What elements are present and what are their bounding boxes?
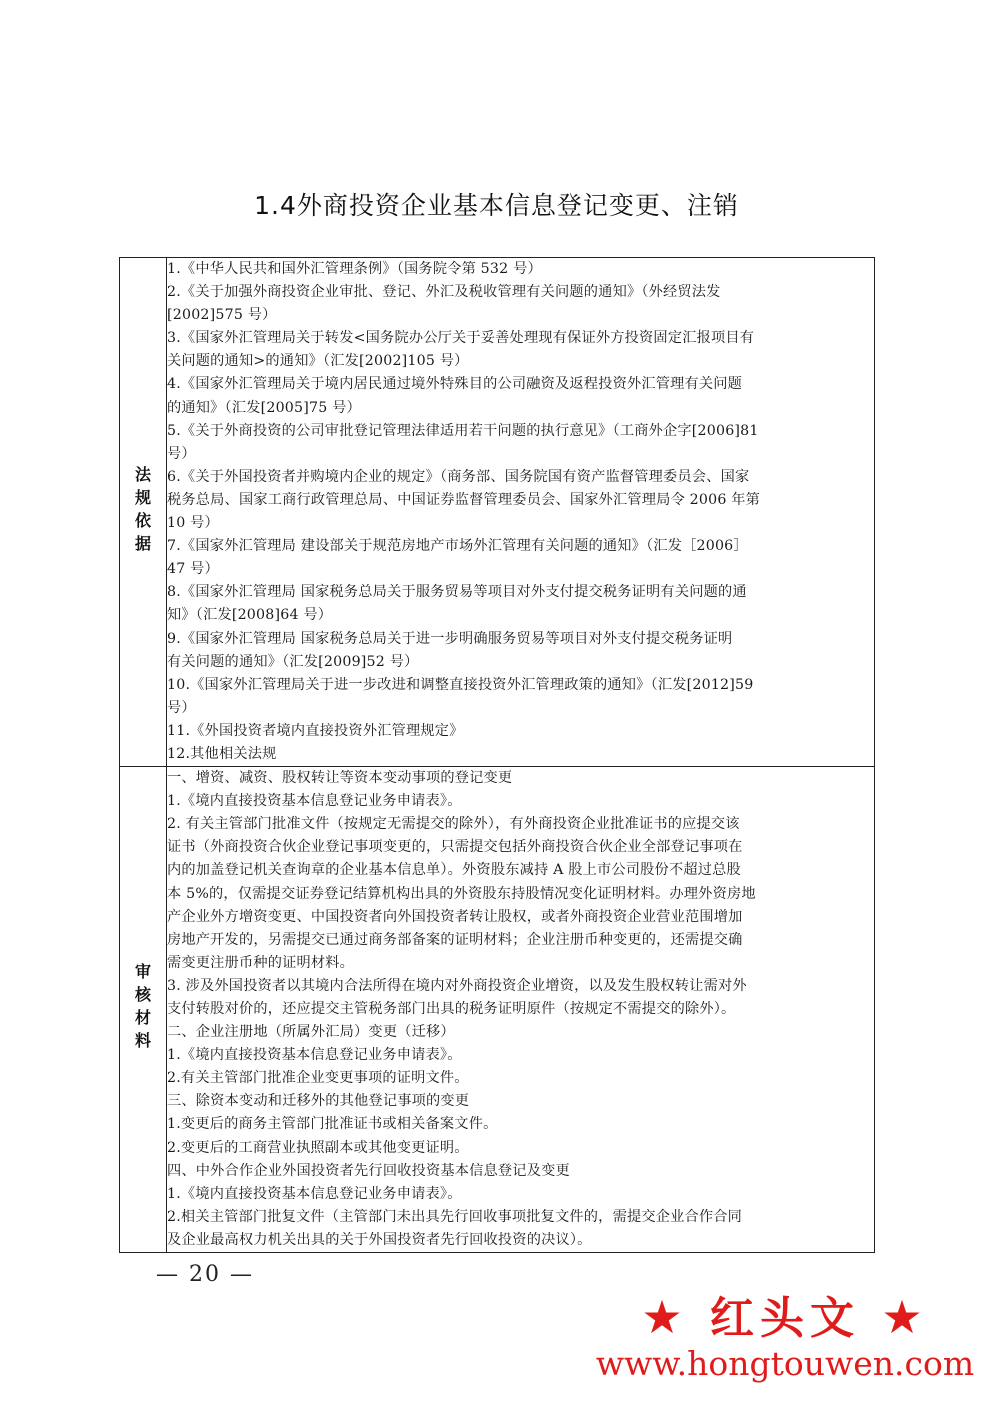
section-label-review-materials: 审 核 材 料 [134,962,151,1051]
section-content-review-materials [167,767,875,1253]
section-label-legal-basis: 法 规 依 据 [134,465,151,553]
section-label-cell [120,258,167,767]
star-icon: ★ [641,1290,689,1344]
text-line: 1.《境内直接投资基本信息登记业务申请表》。 [167,1185,462,1202]
section-row-review-materials [120,767,875,1253]
text-line: 2.有关主管部门批准企业变更事项的证明文件。 [167,1070,469,1087]
text-line: 需变更注册币种的证明材料。 [167,954,355,971]
text-line: 二、企业注册地（所属外汇局）变更（迁移） [167,1024,455,1041]
text-line: 11.《外国投资者境内直接投资外汇管理规定》 [167,722,464,739]
text-line: 税务总局、国家工商行政管理总局、中国证券监督管理委员会、国家外汇管理局令 2006 年第 [167,491,761,508]
text-line: 1.变更后的商务主管部门批准证书或相关备案文件。 [167,1116,498,1133]
text-line: 关问题的通知>的通知》（汇发[2002]105 号） [167,353,469,370]
text-line: 2.《关于加强外商投资企业审批、登记、外汇及税收管理有关问题的通知》（外经贸法发 [167,284,721,301]
text-line: 证书（外商投资合伙企业登记事项变更的，只需提交包括外商投资合伙企业全部登记事项在 [167,839,743,856]
text-line: 产企业外方增资变更、中国投资者向外国投资者转让股权，或者外商投资企业营业范围增加 [167,908,743,925]
text-line: 8.《国家外汇管理局 国家税务总局关于服务贸易等项目对外支付提交税务证明有关问题的通 [167,584,747,601]
text-line: 四、中外合作企业外国投资者先行回收投资基本信息登记及变更 [167,1162,570,1179]
text-line: 三、除资本变动和迁移外的其他登记事项的变更 [167,1093,470,1110]
text-line: 支付转股对价的，还应提交主管税务部门出具的税务证明原件（按规定不需提交的除外）。 [167,1001,736,1017]
text-line: 9.《国家外汇管理局 国家税务总局关于进一步明确服务贸易等项目对外支付提交税务证明 [167,630,733,647]
text-line: 47 号） [167,561,219,578]
text-line: 3. 涉及外国投资者以其境内合法所得在境内对外商投资企业增资，以及发生股权转让需对外 [167,977,747,994]
text-line: 号） [167,699,196,716]
text-line: 7.《国家外汇管理局 建设部关于规范房地产市场外汇管理有关问题的通知》（汇发［2006］ [167,538,748,555]
text-line: 2.相关主管部门批复文件（主管部门未出具先行回收事项批复文件的，需提交企业合作合同 [167,1208,743,1225]
watermark-logo [585,1282,985,1397]
text-line: 的通知》（汇发[2005]75 号） [167,399,361,416]
section-label-cell [120,767,167,1253]
text-line: 知》（汇发[2008]64 号） [167,607,333,624]
text-line: 房地产开发的，另需提交已通过商务部备案的证明材料；企业注册币种变更的，还需提交确 [167,931,743,948]
star-icon: ★ [881,1290,929,1344]
text-line: 1.《中华人民共和国外汇管理条例》（国务院令第 532 号） [167,261,542,277]
document-title: 1.4外商投资企业基本信息登记变更、注销 [254,191,739,220]
text-line: 号） [167,445,196,462]
text-line: 4.《国家外汇管理局关于境内居民通过境外特殊目的公司融资及返程投资外汇管理有关问题 [167,376,743,393]
watermark-text: 红头文 [710,1293,860,1344]
text-line: [2002]575 号） [167,307,277,324]
text-line: 本 5%的，仅需提交证券登记结算机构出具的外资股东持股情况变化证明材料。办理外资房地 [167,885,756,902]
section-content-legal-basis [167,258,875,767]
text-line: 内的加盖登记机关查询章的企业基本信息单）。外资股东减持 A 股上市公司股份不超过总股 [167,862,741,879]
text-line: 及企业最高权力机关出具的关于外国投资者先行回收投资的决议）。 [167,1231,592,1248]
text-line: 10.《国家外汇管理局关于进一步改进和调整直接投资外汇管理政策的通知》（汇发[2012]59 [167,676,754,693]
watermark-url: www.hongtouwen.com [595,1344,975,1383]
watermark-title [585,1282,985,1346]
regulation-table [119,257,875,1253]
text-line: 2. 有关主管部门批准文件（按规定无需提交的除外），有外商投资企业批准证书的应提交该 [167,816,740,833]
text-line: 2.变更后的工商营业执照副本或其他变更证明。 [167,1139,469,1156]
text-line: 1.《境内直接投资基本信息登记业务申请表》。 [167,1047,462,1064]
text-line: 3.《国家外汇管理局关于转发<国务院办公厅关于妥善处理现有保证外方投资固定汇报项目有 [167,330,755,347]
text-line: 1.《境内直接投资基本信息登记业务申请表》。 [167,793,462,810]
section-row-legal-basis [120,258,875,767]
text-line: 5.《关于外商投资的公司审批登记管理法律适用若干问题的执行意见》（工商外企字[2006]81 [167,422,759,439]
text-line: 一、增资、减资、股权转让等资本变动事项的登记变更 [167,770,513,787]
text-line: 12.其他相关法规 [167,745,277,762]
text-line: 10 号） [167,515,219,532]
text-line: 有关问题的通知》（汇发[2009]52 号） [167,653,419,670]
text-line: 6.《关于外国投资者并购境内企业的规定》（商务部、国务院国有资产监督管理委员会、国家 [167,468,750,485]
page-number: — 20 — [156,1262,254,1287]
